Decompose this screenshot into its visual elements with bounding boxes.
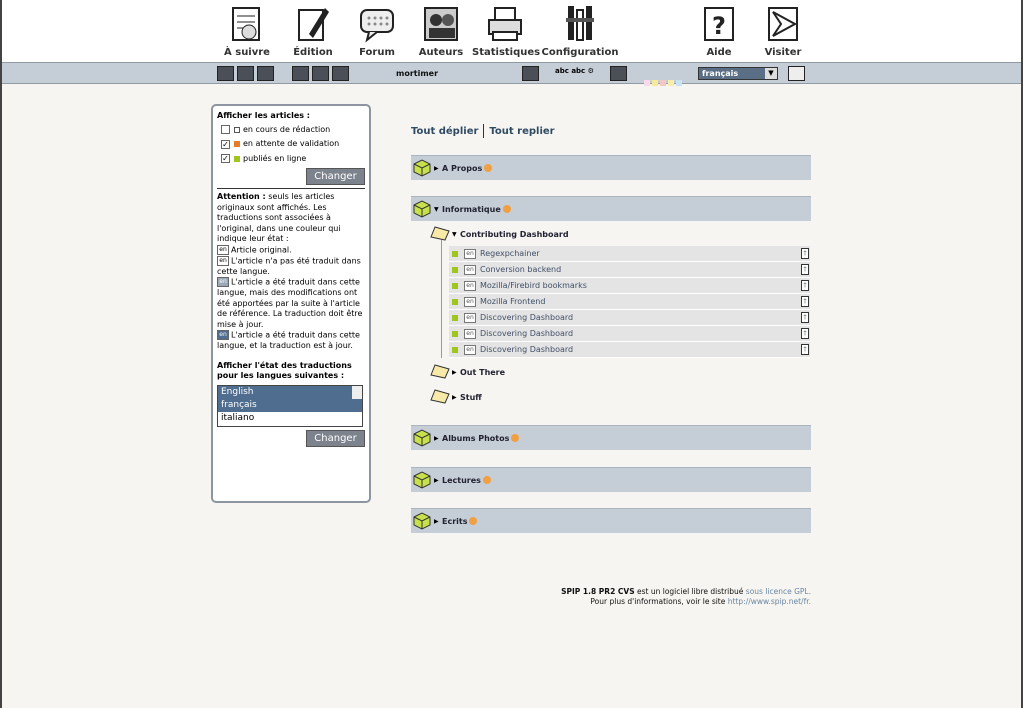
status-square-icon (234, 127, 240, 133)
rubrique-label: Albums Photos (442, 434, 510, 443)
language-option[interactable]: English (218, 386, 362, 399)
list-item[interactable] (449, 310, 810, 326)
filter-option[interactable] (221, 125, 365, 136)
lang-badge: en (464, 281, 476, 291)
nav-visiter[interactable] (758, 4, 808, 58)
rss-icon[interactable] (511, 434, 519, 442)
legend-text: Article original. (231, 245, 292, 254)
subrubrique-label: Stuff (460, 393, 482, 402)
speech-bubble-icon (357, 4, 397, 44)
rubrique-ecrits[interactable] (411, 508, 811, 533)
rubrique-label: A Propos (442, 164, 483, 173)
status-published-icon (452, 267, 458, 273)
status-published-icon (452, 299, 458, 305)
popup-icon[interactable]: † (801, 312, 809, 323)
attention-text: seuls les articles originaux sont affichés. Les traductions sont associées à l'original, dans une couleur qui indique leur état : (217, 192, 341, 243)
filter-option-label: publiés en ligne (243, 153, 307, 163)
nav-label: À suivre (224, 47, 270, 58)
layout-icon[interactable] (522, 66, 539, 81)
checkbox[interactable]: ✓ (222, 139, 229, 149)
screen-icon[interactable] (610, 66, 627, 81)
expand-arrow-icon[interactable]: ▶ (434, 518, 439, 525)
nav-label: Visiter (764, 47, 802, 58)
status-published-icon (452, 283, 458, 289)
list-item[interactable] (449, 294, 810, 310)
article-title[interactable]: Regexpchainer (480, 249, 540, 258)
scrollbar[interactable] (351, 386, 362, 399)
status-published-icon (452, 315, 458, 321)
nav-auteurs[interactable] (416, 4, 466, 58)
lang-badge: en (464, 265, 476, 275)
divider (217, 188, 365, 189)
legend-item (217, 245, 365, 256)
people-icon (421, 4, 461, 44)
translations-title: Afficher l'état des traductions pour les langues suivantes : (217, 360, 352, 380)
article-title[interactable]: Discovering Dashboard (480, 345, 574, 354)
home-icon[interactable] (217, 66, 234, 81)
search-icon[interactable] (257, 66, 274, 81)
attention-label: Attention : (217, 192, 266, 201)
subrubrique-label: Contributing Dashboard (460, 230, 569, 239)
document-icon (227, 4, 267, 44)
footer-text: Pour plus d'informations, voir le site (590, 597, 728, 606)
nav-label: Configuration (541, 47, 619, 58)
lang-badge: en (464, 329, 476, 339)
expand-arrow-icon[interactable]: ▶ (434, 165, 439, 172)
license-link[interactable]: sous licence GPL. (745, 587, 811, 596)
visit-icon (763, 4, 803, 44)
spellcheck-icon[interactable]: abc abc ⚙ (555, 67, 594, 75)
translations-changer-button[interactable]: Changer (306, 430, 365, 447)
legend-item (217, 256, 365, 278)
footer (411, 587, 811, 607)
list-item[interactable] (449, 262, 810, 278)
calendar-icon[interactable] (292, 66, 309, 81)
legend-item (217, 277, 365, 330)
collapse-arrow-icon[interactable]: ▼ (434, 206, 439, 213)
filter-option[interactable] (221, 154, 365, 165)
language-select[interactable] (698, 67, 778, 80)
popup-icon[interactable]: † (801, 280, 809, 291)
cube-icon (412, 159, 432, 177)
collapse-arrow-icon[interactable]: ▼ (452, 231, 457, 238)
nav-aide[interactable] (694, 4, 744, 58)
list-item[interactable] (449, 246, 810, 262)
article-title[interactable]: Conversion backend (480, 265, 562, 274)
lang-badge: en (217, 256, 229, 266)
legend-text: L'article n'a pas été traduit dans cette langue. (217, 256, 361, 276)
expand-all-link[interactable]: Tout déplier (411, 126, 479, 137)
rss-icon[interactable] (503, 205, 511, 213)
language-option[interactable]: français (218, 399, 362, 412)
language-option[interactable]: italiano (221, 412, 255, 423)
expand-arrow-icon[interactable]: ▶ (452, 369, 457, 376)
rubrique-label: Ecrits (442, 517, 468, 526)
collapse-all-link[interactable]: Tout replier (489, 126, 555, 137)
cube-icon (412, 471, 432, 489)
article-title[interactable]: Mozilla Frontend (480, 297, 546, 306)
status-square-icon (234, 141, 240, 147)
printer-icon (485, 4, 525, 44)
rss-icon[interactable] (484, 164, 492, 172)
pointer-icon[interactable] (237, 66, 254, 81)
help-icon (699, 4, 739, 44)
nav-a-suivre[interactable] (222, 4, 272, 58)
rubrique-a-propos[interactable] (411, 155, 811, 180)
folder-icon (430, 388, 450, 404)
lang-badge: en (464, 249, 476, 259)
svg-text:?: ? (712, 12, 726, 40)
username[interactable]: mortimer (396, 69, 439, 78)
language-value: français (702, 69, 739, 78)
divider (483, 124, 484, 138)
language-listbox[interactable] (217, 385, 363, 427)
filter-option-label: en cours de rédaction (243, 124, 331, 134)
lang-badge: en (464, 345, 476, 355)
site-link[interactable]: http://www.spip.net/fr. (727, 597, 811, 606)
popup-icon[interactable]: † (801, 264, 809, 275)
folder-icon (430, 363, 450, 379)
main-nav (2, 0, 1021, 62)
lang-badge: en (464, 297, 476, 307)
filter-changer-button[interactable]: Changer (306, 168, 365, 185)
toolbar (2, 62, 1021, 84)
nav-configuration[interactable] (540, 4, 620, 58)
filter-option[interactable] (221, 139, 365, 150)
footer-text: est un logiciel libre distribué (634, 587, 746, 596)
list-item[interactable] (449, 278, 810, 294)
rubrique-label: Informatique (442, 205, 501, 214)
filter-option-label: en attente de validation (243, 139, 340, 148)
expand-arrow-icon[interactable]: ▶ (452, 394, 457, 401)
article-title[interactable]: Discovering Dashboard (480, 329, 574, 338)
article-title[interactable]: Discovering Dashboard (480, 313, 574, 322)
pen-icon (293, 4, 333, 44)
expand-collapse-links (411, 124, 555, 138)
nav-label: Aide (706, 47, 732, 58)
rss-icon[interactable] (469, 517, 477, 525)
nav-edition[interactable] (288, 4, 338, 58)
nav-label: Forum (359, 47, 395, 58)
rubrique-albums-photos[interactable] (411, 425, 811, 450)
nav-forum[interactable] (352, 4, 402, 58)
cube-icon (412, 429, 432, 447)
legend-item (217, 330, 365, 352)
filter-panel (211, 104, 371, 503)
lang-badge: en (217, 330, 229, 340)
panel-toggle-icon[interactable] (788, 66, 805, 81)
expand-arrow-icon[interactable]: ▶ (434, 435, 439, 442)
article-list (449, 246, 810, 358)
lang-badge: en (464, 313, 476, 323)
popup-icon[interactable]: † (801, 344, 809, 355)
rubrique-label: Lectures (442, 476, 481, 485)
expand-arrow-icon[interactable]: ▶ (434, 477, 439, 484)
status-published-icon (452, 251, 458, 257)
legend-text: L'article a été traduit dans cette langue, et la traduction est à jour. (217, 330, 360, 350)
legend-text: L'article a été traduit dans cette langue, mais des modifications ont été apportées par la suite à l'article de référence. La traduction doit être mise à jour. (217, 277, 363, 329)
rubrique-lectures[interactable] (411, 467, 811, 492)
rss-icon[interactable] (483, 476, 491, 484)
nav-statistiques[interactable] (472, 4, 541, 58)
folder-icon (430, 225, 450, 241)
lang-badge: en (217, 277, 229, 287)
checkbox[interactable]: ✓ (222, 154, 229, 164)
chevron-down-icon: ▼ (765, 68, 777, 79)
eye-icon[interactable] (332, 66, 349, 81)
tree-line (441, 240, 442, 358)
rubrique-informatique[interactable] (411, 196, 811, 221)
checkbox[interactable] (221, 125, 230, 134)
list-item[interactable] (449, 342, 810, 358)
status-published-icon (452, 347, 458, 353)
nav-label: Statistiques (472, 47, 541, 58)
status-square-icon (234, 156, 240, 162)
filter-title: Afficher les articles : (217, 111, 310, 120)
tools-icon (560, 4, 600, 44)
attention-note (217, 192, 365, 245)
product-name: SPIP 1.8 PR2 CVS (561, 587, 635, 596)
cube-icon (412, 200, 432, 218)
nav-label: Auteurs (418, 47, 464, 58)
article-title[interactable]: Mozilla/Firebird bookmarks (480, 281, 587, 290)
subrubrique-label: Out There (460, 368, 506, 377)
popup-icon[interactable]: † (801, 296, 809, 307)
popup-icon[interactable]: † (801, 248, 809, 259)
lang-badge: en (217, 245, 229, 255)
status-published-icon (452, 331, 458, 337)
popup-icon[interactable]: † (801, 328, 809, 339)
cube-icon (412, 512, 432, 530)
color-swatches[interactable] (644, 71, 684, 77)
list-item[interactable] (449, 326, 810, 342)
mail-icon[interactable] (312, 66, 329, 81)
nav-label: Édition (293, 47, 333, 58)
